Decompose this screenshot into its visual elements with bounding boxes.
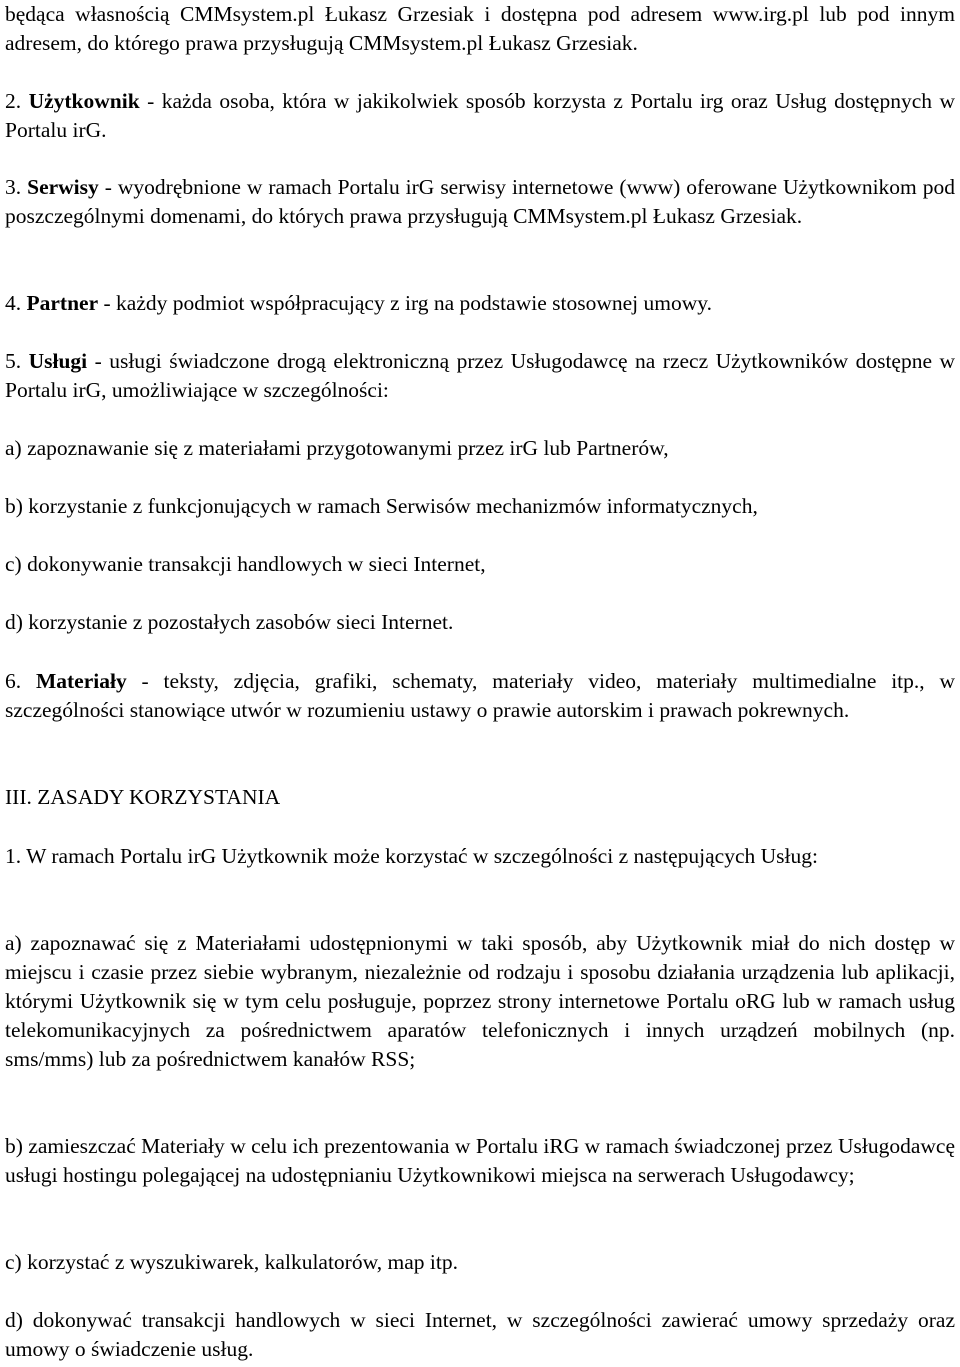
- definition-partner: [5, 289, 955, 318]
- rule-1-intro: 1. W ramach Portalu irG Użytkownik może korzystać w szczególności z następujących Usług:: [5, 844, 818, 868]
- definition-number: 4.: [5, 291, 22, 315]
- definition-number: 3.: [5, 175, 22, 199]
- definition-services-sites: [5, 173, 955, 231]
- definition-text: - wyodrębnione w ramach Portalu irG serwisy internetowe (www) oferowane Użytkownikom pod poszczególnymi domenami, do których prawa przysługują CMMsystem.pl Łukasz Grzesiak.: [5, 175, 955, 228]
- definition-text: - usługi świadczone drogą elektroniczną przez Usługodawcę na rzecz Użytkowników dostępne w Portalu irG, umożliwiające w szczególności:: [5, 349, 955, 402]
- rule-1-item-b: b) zamieszczać Materiały w celu ich prezentowania w Portalu iRG w ramach świadczonej przez Usługodawcę usługi hostingu polegającej na udostępnianiu Użytkownikowi miejsca na serwerach Usługodawcy;: [5, 1134, 955, 1187]
- services-item-b: b) korzystanie z funkcjonujących w ramach Serwisów mechanizmów informatycznych,: [5, 494, 758, 518]
- section-heading: III. ZASADY KORZYSTANIA: [5, 785, 281, 809]
- rule-1-item-d: d) dokonywać transakcji handlowych w sieci Internet, w szczególności zawierać umowy sprzedaży oraz umowy o świadczenie usług.: [5, 1308, 955, 1361]
- definition-term: Usługi: [28, 349, 88, 373]
- definition-term: Materiały: [35, 669, 127, 693]
- definition-text: - teksty, zdjęcia, grafiki, schematy, materiały video, materiały multimedialne itp., w szczególności stanowiące utwór w rozumieniu ustawy o prawie autorskim i prawach pokrewnych.: [5, 669, 956, 722]
- rule-1-item-a: a) zapoznawać się z Materiałami udostępnionymi w taki sposób, aby Użytkownik miał do nich dostęp w miejscu i czasie przez siebie wybranym, niezależnie od rodzaju i sposobu działania urządzenia lub aplikacji, którymi Użytkownik się w tym celu posługuje, poprzez strony internetowe Portalu oRG lub w ramach usług telekomunikacyjnych za pośrednictwem aparatów telefonicznych i innych urządzeń mobilnych (np. sms/mms) lub za pośrednictwem kanałów RSS;: [5, 931, 955, 1071]
- definition-number: 6.: [5, 669, 22, 693]
- definition-term: Użytkownik: [28, 89, 140, 113]
- definition-services: [5, 347, 955, 405]
- definition-user: [5, 87, 955, 145]
- services-item-a: a) zapoznawanie się z materiałami przygotowanymi przez irG lub Partnerów,: [5, 436, 669, 460]
- definition-number: 2.: [5, 89, 22, 113]
- intro-paragraph: będąca własnością CMMsystem.pl Łukasz Grzesiak i dostępna pod adresem www.irg.pl lub pod innym adresem, do którego prawa przysługują CMMsystem.pl Łukasz Grzesiak.: [5, 2, 955, 55]
- definition-term: Serwisy: [27, 175, 99, 199]
- definition-number: 5.: [5, 349, 22, 373]
- definition-term: Partner: [26, 291, 99, 315]
- definition-materials: [5, 667, 955, 725]
- rule-1-item-c: c) korzystać z wyszukiwarek, kalkulatorów, map itp.: [5, 1250, 458, 1274]
- definition-text: - każda osoba, która w jakikolwiek sposób korzysta z Portalu irg oraz Usług dostępnych w Portalu irG.: [5, 89, 955, 142]
- services-item-d: d) korzystanie z pozostałych zasobów sieci Internet.: [5, 610, 454, 634]
- services-item-c: c) dokonywanie transakcji handlowych w sieci Internet,: [5, 552, 486, 576]
- definition-text: - każdy podmiot współpracujący z irg na podstawie stosownej umowy.: [98, 291, 712, 315]
